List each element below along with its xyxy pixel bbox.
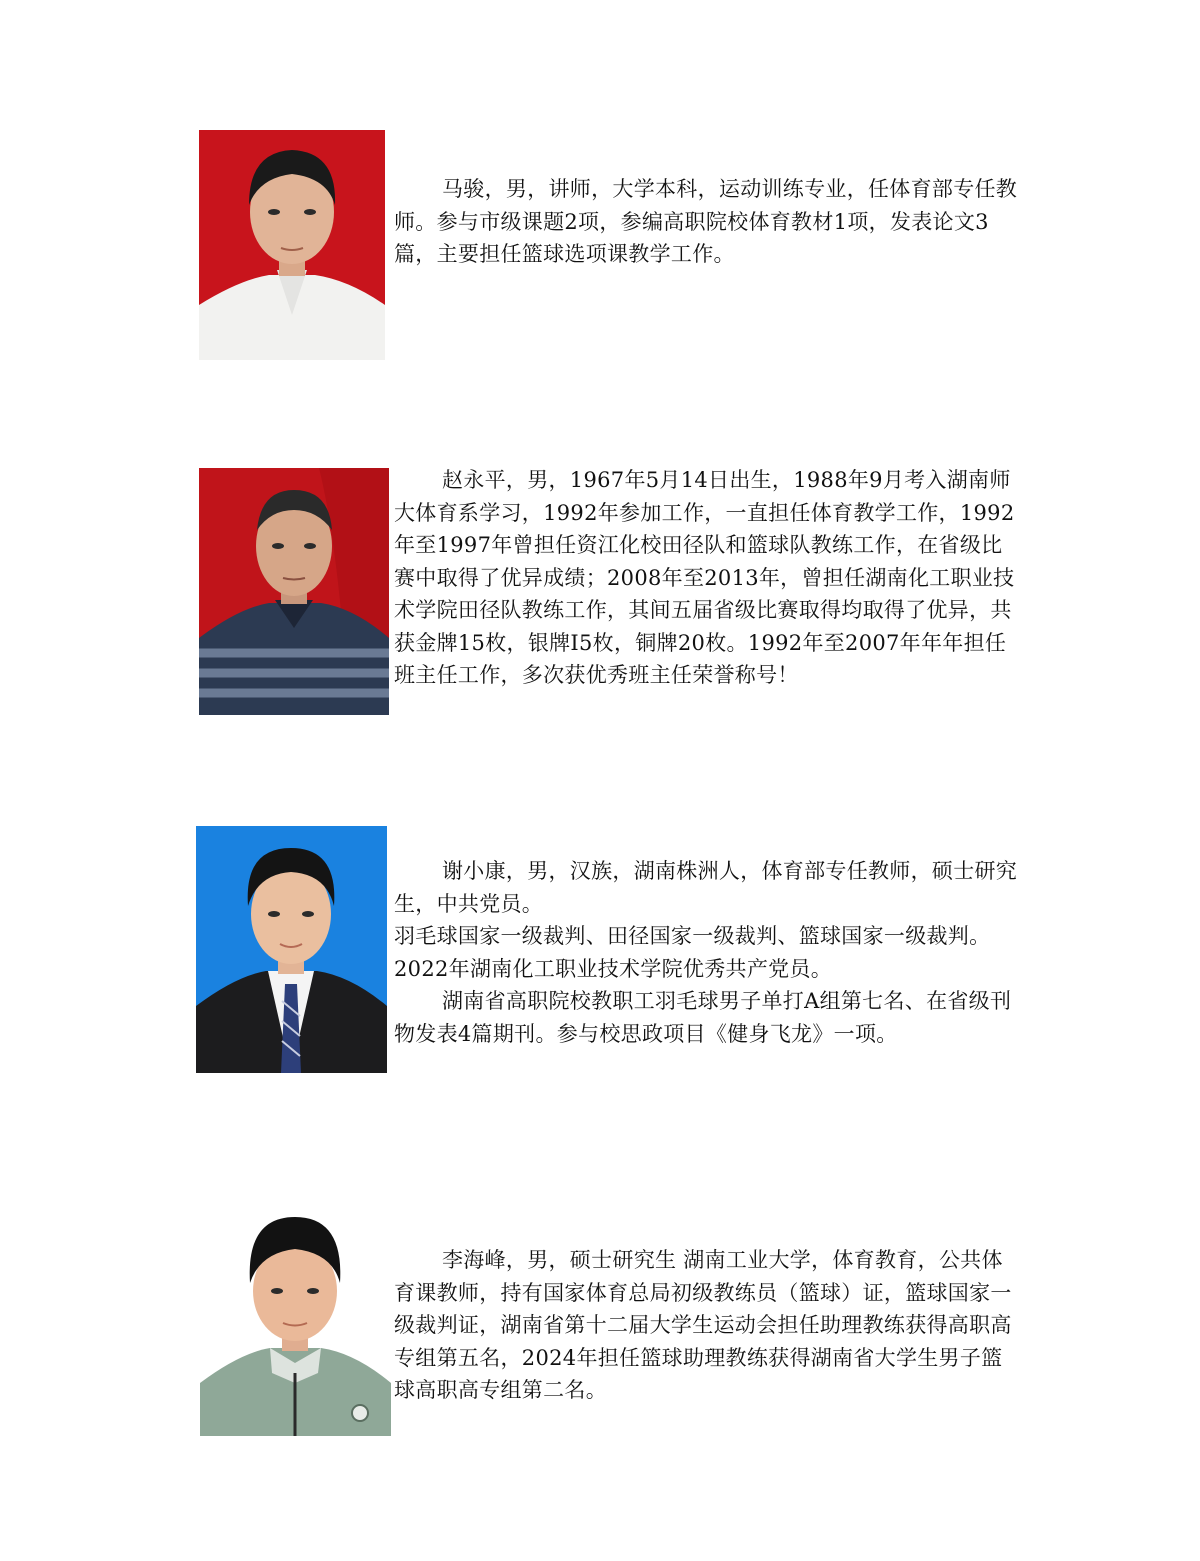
profile-bio-3: [394, 855, 1022, 1050]
bio-text: 李海峰，男，硕士研究生 湖南工业大学，体育教育，公共体育课教师，持有国家体育总局初级教练员（篮球）证，篮球国家一级裁判证，湖南省第十二届大学生运动会担任助理教练获得高职高专组第五名，2024年担任篮球助理教练获得湖南省大学生男子篮球高职高专组第二名。: [394, 1248, 1012, 1402]
profile-bio-2: [394, 464, 1022, 692]
profile-photo-2: [199, 468, 389, 715]
profile-photo-1: [199, 130, 385, 360]
profile-photo-4: [200, 1213, 391, 1436]
bio-text: 赵永平，男，1967年5月14日出生，1988年9月考入湖南师大体育系学习，1992年参加工作，一直担任体育教学工作，1992年至1997年曾担任资江化校田径队和篮球队教练工作，在省级比赛中取得了优异成绩；2008年至2013年，曾担任湖南化工职业技术学院田径队教练工作，其间五届省级比赛取得均取得了优异，共获金牌15枚，银牌I5枚，铜牌20枚。1992年至2007年年年担任班主任工作，多次获优秀班主任荣誉称号！: [394, 468, 1015, 687]
bio-paragraph-2: 羽毛球国家一级裁判、田径国家一级裁判、篮球国家一级裁判。2022年湖南化工职业技术学院优秀共产党员。: [394, 924, 991, 981]
bio-paragraph-1: 谢小康，男，汉族，湖南株洲人，体育部专任教师，硕士研究生，中共党员。: [394, 859, 1018, 916]
profile-bio-1: [394, 173, 1022, 271]
profile-photo-3: [196, 826, 387, 1073]
bio-paragraph-3: 湖南省高职院校教职工羽毛球男子单打A组第七名、在省级刊物发表4篇期刊。参与校思政项目《健身飞龙》一项。: [394, 989, 1012, 1046]
profile-bio-4: [394, 1244, 1022, 1407]
bio-text: 马骏，男，讲师，大学本科，运动训练专业，任体育部专任教师。参与市级课题2项，参编高职院校体育教材1项，发表论文3篇，主要担任篮球选项课教学工作。: [394, 177, 1018, 266]
